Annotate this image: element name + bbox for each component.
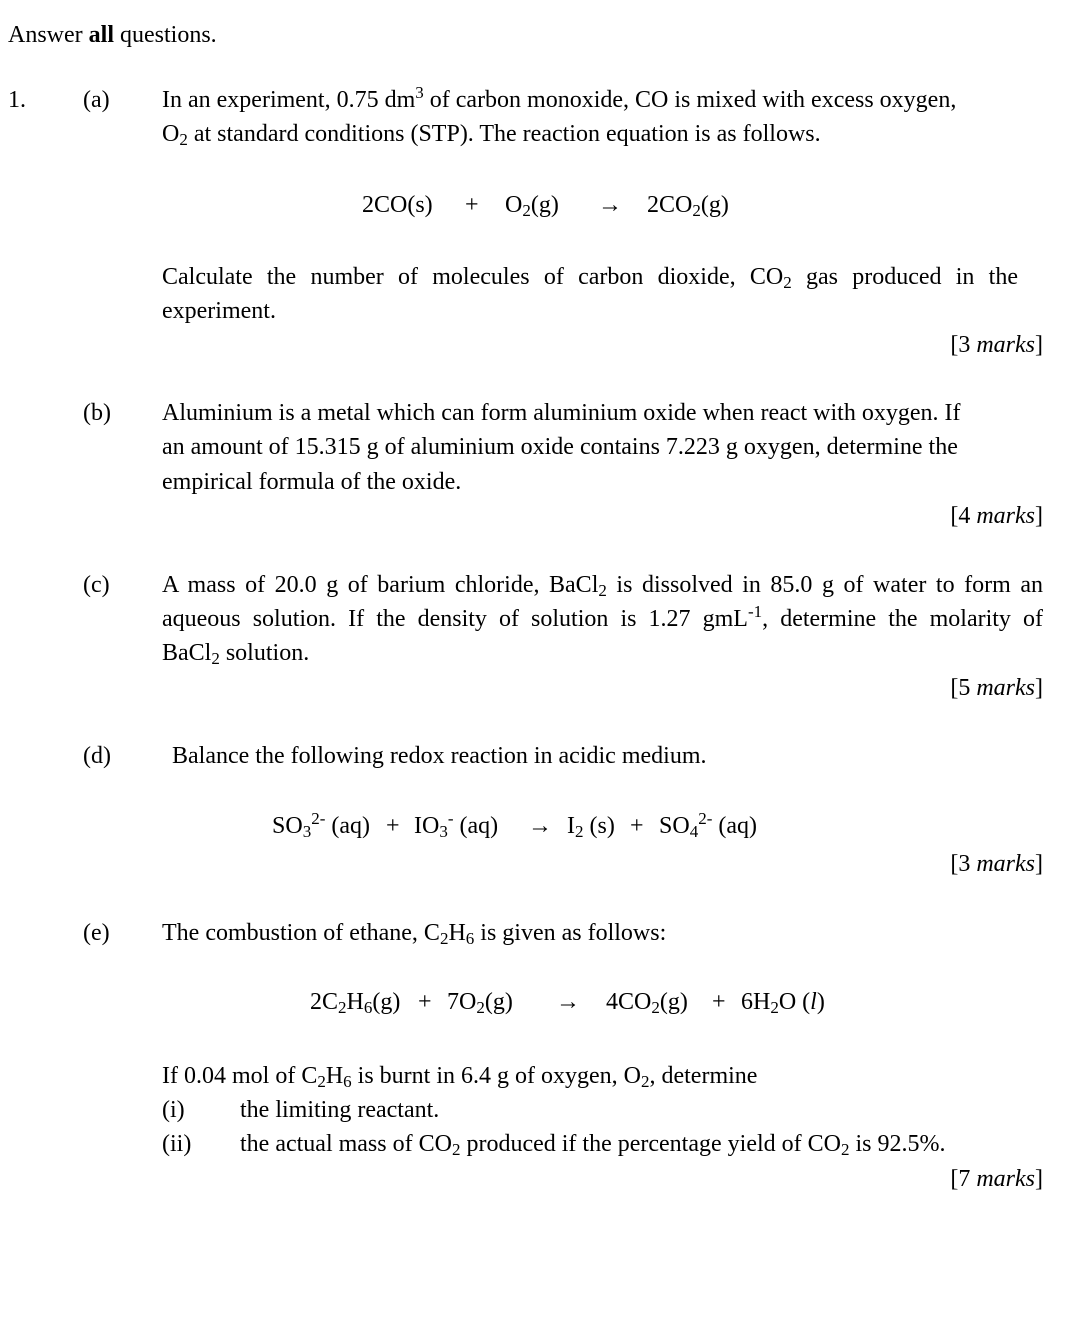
instruction: Answer all questions. [8, 22, 217, 48]
part-a-question-line1: Calculate the number of molecules of carbon dioxide, $CO_2$ gas produced in the [162, 264, 1018, 292]
subscript: 2 [211, 649, 220, 668]
eq-e-arrow: → [556, 989, 580, 1015]
eq-d-plus2: + [630, 813, 644, 839]
subscript: 2 [640, 1072, 650, 1091]
part-a-label: (a) [83, 87, 110, 113]
part-e-question: If 0.04 mol of $C_2H_6$ is burnt in 6.4 g of oxygen, $O_2$, determine [162, 1063, 758, 1091]
subscript: 4 [689, 822, 699, 841]
subscript: 2 [522, 201, 531, 220]
part-a-line2: $O_2$ at standard conditions (STP). The reaction equation is as follows. [162, 121, 821, 149]
part-a-question-line2: experiment. [162, 298, 276, 324]
subscript: 6 [363, 998, 373, 1017]
eq-e-term3: $4CO_2(g)$ [606, 989, 688, 1017]
eq-a-term1: 2CO(s) [362, 192, 433, 218]
part-e-ii-text: the actual mass of $CO_2$ produced if the percentage yield of $CO_2$ is 92.5%. [240, 1131, 946, 1159]
eq-e-term4: $6H_2O$ (l) [741, 989, 825, 1017]
subscript: 2 [783, 273, 792, 292]
italic-text: marks [976, 503, 1035, 529]
eq-d-term3: $I_2$ (s) [567, 813, 615, 841]
italic-text: l [810, 989, 817, 1015]
superscript: 3 [415, 83, 424, 102]
eq-a-plus: + [465, 192, 479, 218]
italic-text: marks [976, 332, 1035, 358]
part-e-marks: [7 marks] [950, 1166, 1043, 1192]
subscript: 2 [770, 998, 779, 1017]
eq-a-term3: $2CO_2(g)$ [647, 192, 729, 220]
subscript: 2 [179, 130, 188, 149]
part-a-line1: In an experiment, 0.75 $dm^3$ of carbon monoxide, CO is mixed with excess oxygen, [162, 83, 957, 113]
eq-a-arrow: → [598, 192, 622, 218]
part-b-line3: empirical formula of the oxide. [162, 469, 462, 495]
subscript: 2 [439, 929, 449, 948]
part-a-marks: [3 marks] [950, 332, 1043, 358]
eq-e-term1: $2C_2H_6(g)$ [310, 989, 401, 1017]
part-c-label: (c) [83, 572, 110, 598]
eq-e-plus1: + [418, 989, 432, 1015]
superscript: 2- [311, 809, 326, 828]
part-b-line1: Aluminium is a metal which can form aluminium oxide when react with oxygen. If [162, 400, 961, 426]
part-e-i-label: (i) [162, 1097, 185, 1123]
part-e-ii-label: (ii) [162, 1131, 192, 1157]
part-b-label: (b) [83, 400, 111, 426]
part-c-line1: A mass of 20.0 g of barium chloride, BaCl$_2$ is dissolved in 85.0 g of water to form an [162, 572, 1043, 600]
part-b-marks: [4 marks] [950, 503, 1043, 529]
part-c-line3: BaCl$_2$ solution. [162, 640, 310, 668]
part-e-line1: The combustion of ethane, $C_2H_6$ is given as follows: [162, 920, 667, 948]
question-number: 1. [8, 87, 26, 113]
subscript: 2 [840, 1140, 850, 1159]
eq-d-term1: $SO_3^{2-}$ (aq) [272, 809, 370, 841]
eq-d-arrow: → [528, 813, 552, 839]
superscript: - [447, 809, 454, 828]
part-c-line2: aqueous solution. If the density of solution is 1.27 gmL$^{-1}$, determine the molarity of [162, 602, 1043, 632]
subscript: 2 [651, 998, 660, 1017]
eq-d-term4: $SO_4^{2-}$ (aq) [659, 809, 757, 841]
subscript: 2 [575, 822, 584, 841]
subscript: 2 [338, 998, 347, 1017]
part-d-line1: Balance the following redox reaction in acidic medium. [172, 743, 707, 769]
part-d-label: (d) [83, 743, 111, 769]
eq-e-term2: $7O_2(g)$ [447, 989, 513, 1017]
subscript: 3 [439, 822, 448, 841]
part-c-marks: [5 marks] [950, 675, 1043, 701]
italic-text: marks [976, 851, 1035, 877]
subscript: 3 [302, 822, 312, 841]
subscript: 2 [476, 998, 485, 1017]
subscript: 6 [343, 1072, 352, 1091]
superscript: 2- [698, 809, 713, 828]
superscript: -1 [747, 602, 763, 621]
part-e-label: (e) [83, 920, 110, 946]
subscript: 2 [317, 1072, 326, 1091]
part-b-line2: an amount of 15.315 g of aluminium oxide contains 7.223 g oxygen, determine the [162, 434, 958, 460]
part-d-marks: [3 marks] [950, 851, 1043, 877]
subscript: 2 [692, 201, 701, 220]
eq-a-term2: $O_2(g)$ [505, 192, 559, 220]
italic-text: marks [976, 675, 1035, 701]
part-e-i-text: the limiting reactant. [240, 1097, 440, 1123]
bold-text: all [88, 22, 114, 48]
eq-d-term2: $IO_3^-$ (aq) [414, 809, 499, 841]
subscript: 2 [598, 581, 607, 600]
subscript: 2 [451, 1140, 461, 1159]
subscript: 6 [465, 929, 475, 948]
italic-text: marks [976, 1166, 1035, 1192]
eq-e-plus2: + [712, 989, 726, 1015]
eq-d-plus1: + [386, 813, 400, 839]
